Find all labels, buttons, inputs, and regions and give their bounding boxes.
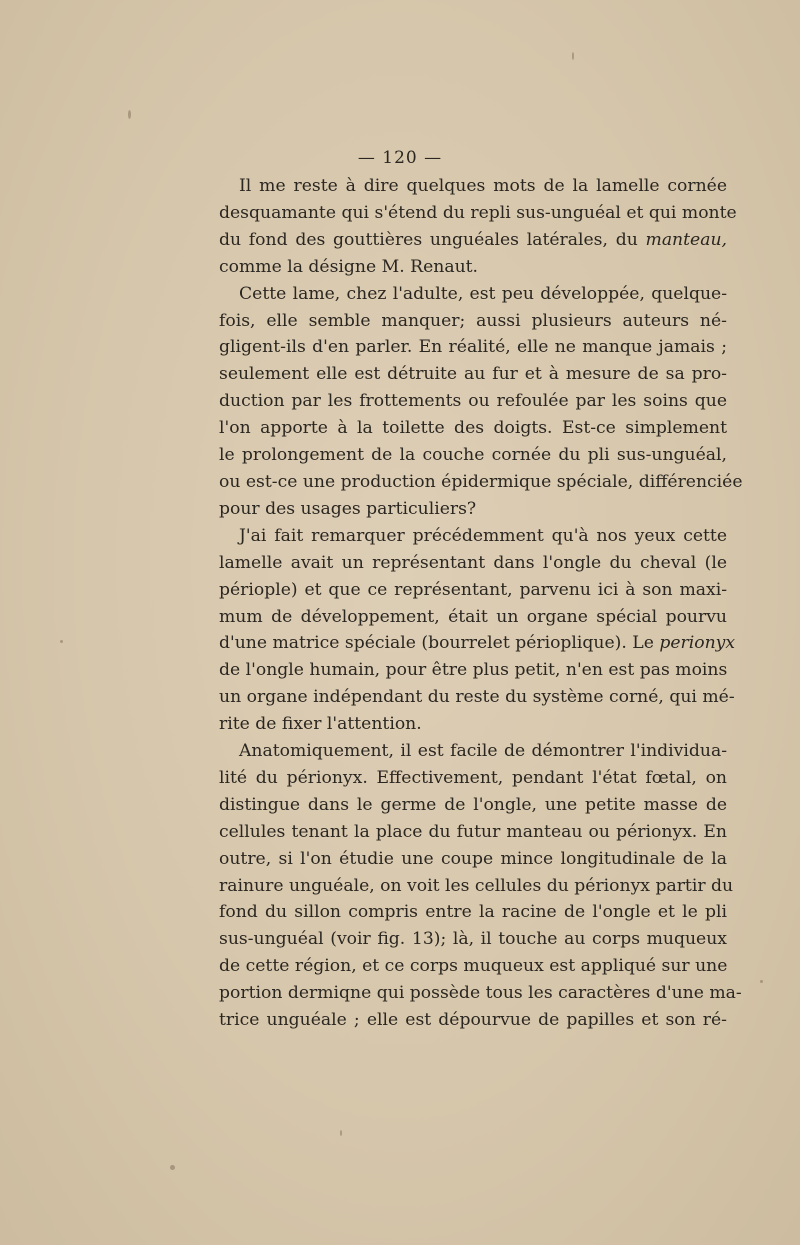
paragraph-3 <box>219 523 736 738</box>
paper-speck <box>60 640 63 643</box>
text-line: distingue dans le germe de l'ongle, une petite masse de <box>219 794 727 815</box>
text-line-with-emphasis <box>219 227 727 254</box>
text-line: fond du sillon compris entre la racine de l'ongle et le pli <box>219 902 727 923</box>
text-line: ou est-ce une production épidermique spéciale, différenciée <box>219 471 743 492</box>
text-line: seulement elle est détruite au fur et à mesure de sa pro- <box>219 364 727 385</box>
text-line: duction par les frottements ou refoulée par les soins que <box>219 391 727 412</box>
text-line: desquamante qui s'étend du repli sus-unguéal et qui monte <box>219 202 737 223</box>
text-line: mum de développement, était un organe spécial pourvu <box>219 606 727 627</box>
text-line: Cette lame, chez l'adulte, est peu développée, quelque- <box>239 283 727 304</box>
text-line: trice unguéale ; elle est dépourvue de papilles et son ré- <box>219 1010 727 1031</box>
text-line: outre, si l'on étudie une coupe mince longitudinale de la <box>219 848 727 869</box>
text-line: lité du périonyx. Effectivement, pendant l'état fœtal, on <box>219 767 727 788</box>
paper-speck <box>572 52 574 60</box>
paragraph-2 <box>219 281 743 523</box>
emphasis-perionyx: perionyx <box>659 633 736 654</box>
text-line: de cette région, et ce corps muqueux est appliqué sur une <box>219 956 728 977</box>
text-line: comme la désigne M. Renaut. <box>219 256 479 277</box>
text-line: pour des usages particuliers? <box>219 498 477 519</box>
text-line: l'on apporte à la toilette des doigts. Est-ce simplement <box>219 418 727 439</box>
paper-speck <box>340 1130 342 1136</box>
text-segment: d'une matrice spéciale (bourrelet périoplique). Le <box>219 633 660 654</box>
text-line: rite de fixer l'attention. <box>219 714 422 735</box>
text-line: le prolongement de la couche cornée du pli sus-unguéal, <box>219 445 727 466</box>
text-line-with-emphasis <box>219 630 736 657</box>
text-line: rainure unguéale, on voit les cellules du périonyx partir du <box>219 875 734 896</box>
paper-speck <box>760 980 763 983</box>
text-line: portion dermiqne qui possède tous les caractères d'une ma- <box>219 983 742 1004</box>
paragraph-1 <box>219 173 737 281</box>
text-line: lamelle avait un représentant dans l'ongle du cheval (le <box>219 552 727 573</box>
text-line: Anatomiquement, il est facile de démontrer l'individua- <box>239 741 727 762</box>
text-line: périople) et que ce représentant, parvenu ici à son maxi- <box>219 579 727 600</box>
text-line: de l'ongle humain, pour être plus petit, n'en est pas moins <box>219 660 728 681</box>
text-line: sus-unguéal (voir fig. 13); là, il touche au corps muqueux <box>219 929 727 950</box>
paper-speck <box>128 110 131 119</box>
text-line: un organe indépendant du reste du système corné, qui mé- <box>219 687 735 708</box>
text-line: Il me reste à dire quelques mots de la lamelle cornée <box>239 176 727 196</box>
text-line: cellules tenant la place du futur manteau ou périonyx. En <box>219 821 727 842</box>
text-line: J'ai fait remarquer précédemment qu'à nos yeux cette <box>239 525 727 546</box>
emphasis-manteau: manteau, <box>645 229 727 250</box>
paragraph-4 <box>219 738 742 1034</box>
text-line: gligent-ils d'en parler. En réalité, elle ne manque jamais ; <box>219 337 727 358</box>
page-number: — 120 — <box>357 148 443 168</box>
body-text <box>219 173 743 1034</box>
text-line: fois, elle semble manquer; aussi plusieurs auteurs né- <box>219 310 727 331</box>
paper-speck <box>170 1165 175 1170</box>
text-segment: du fond des gouttières unguéales latérales, du <box>219 229 646 250</box>
